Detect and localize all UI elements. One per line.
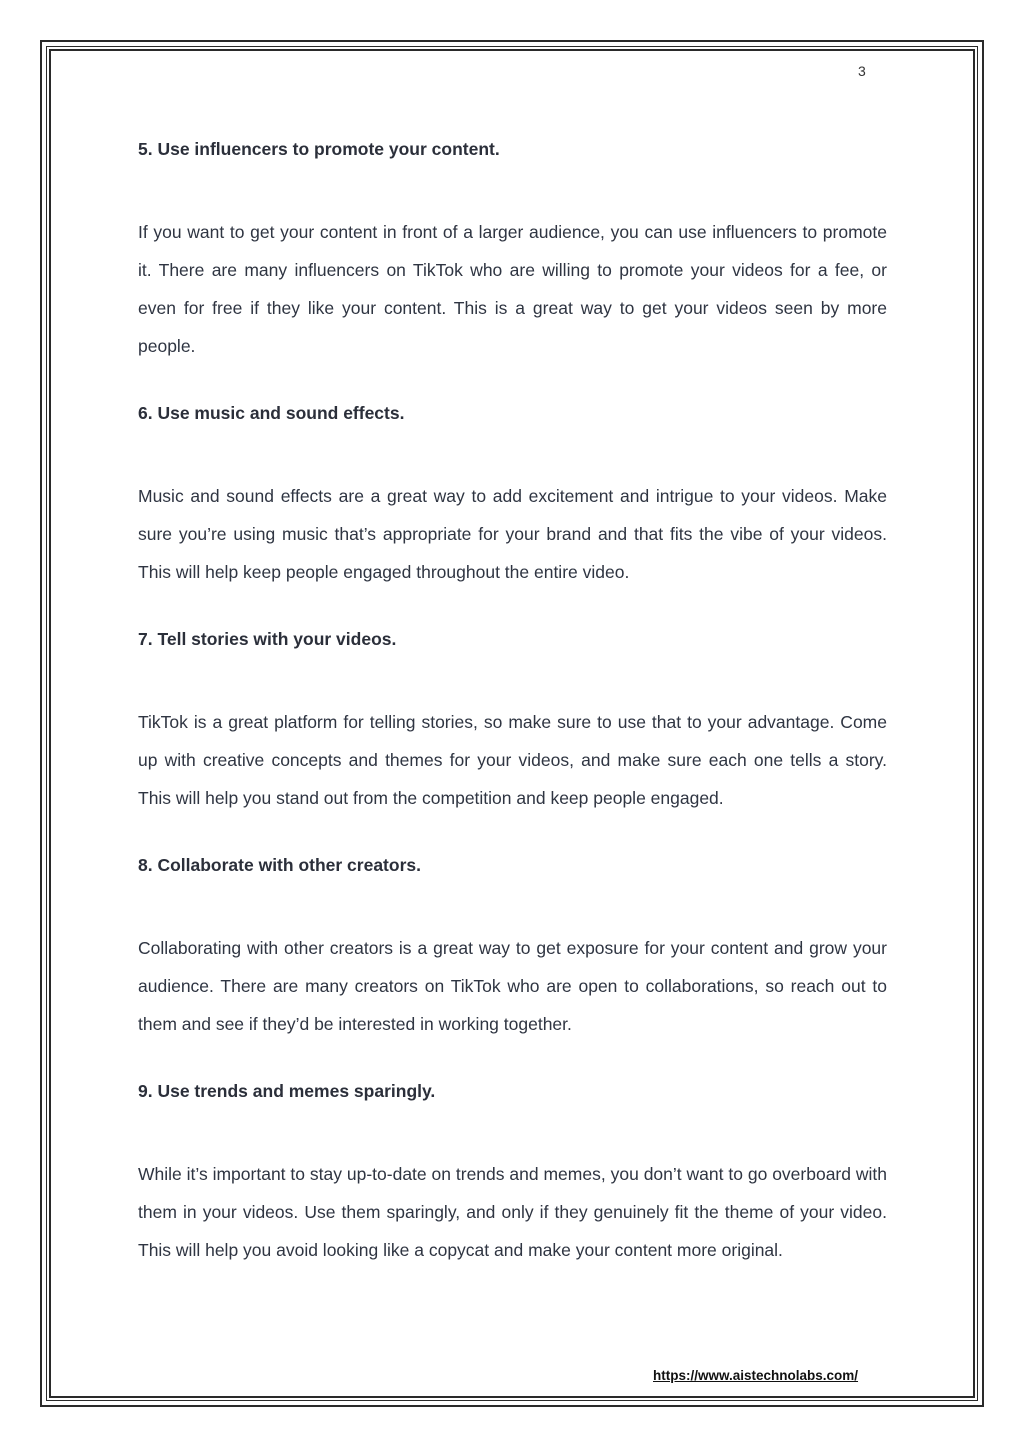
section-influencers xyxy=(138,137,887,365)
document-body xyxy=(138,137,887,1305)
page-number: 3 xyxy=(858,63,866,79)
section-heading: 7. Tell stories with your videos. xyxy=(138,629,397,649)
section-collaborate xyxy=(138,853,887,1043)
section-heading: 5. Use influencers to promote your content. xyxy=(138,139,500,159)
footer-website-link[interactable]: https://www.aistechnolabs.com/ xyxy=(653,1368,859,1383)
section-heading: 9. Use trends and memes sparingly. xyxy=(138,1081,436,1101)
section-heading: 6. Use music and sound effects. xyxy=(138,403,405,423)
section-trends xyxy=(138,1079,887,1269)
section-stories xyxy=(138,627,887,817)
section-paragraph: Collaborating with other creators is a great way to get exposure for your content and grow your audience. There are many creators on TikTok who are open to collaborations, so reach out to them and see if they’d be interested in working together. xyxy=(138,938,887,1034)
section-paragraph: Music and sound effects are a great way to add excitement and intrigue to your videos. Make sure you’re using music that’s appropriate for your brand and that fits the vibe of your videos. This will help keep people engaged throughout the entire video. xyxy=(138,486,887,582)
section-paragraph: If you want to get your content in front of a larger audience, you can use influencers to promote it. There are many influencers on TikTok who are willing to promote your videos for a fee, or even for free if they like your content. This is a great way to get your videos seen by more people. xyxy=(138,222,887,356)
section-paragraph: TikTok is a great platform for telling stories, so make sure to use that to your advantage. Come up with creative concepts and themes for your videos, and make sure each one tells a story. This will help you stand out from the competition and keep people engaged. xyxy=(138,712,887,808)
section-music xyxy=(138,401,887,591)
section-heading: 8. Collaborate with other creators. xyxy=(138,855,421,875)
section-paragraph: While it’s important to stay up-to-date on trends and memes, you don’t want to go overboard with them in your videos. Use them sparingly, and only if they genuinely fit the theme of your video. This will help you avoid looking like a copycat and make your content more original. xyxy=(138,1164,887,1260)
